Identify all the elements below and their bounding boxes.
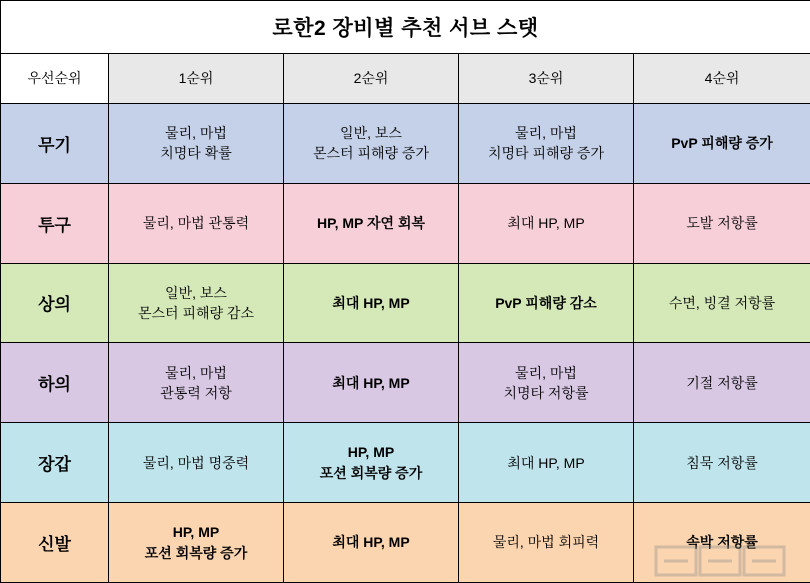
cell-line-1: HP, MP [172, 524, 220, 541]
cell-helmet-rank1 [109, 183, 284, 263]
cell-line-1: 물리, 마법 [515, 124, 577, 141]
cell-boots-rank1 [109, 503, 284, 583]
cell-top-rank2 [284, 263, 459, 343]
cell-line-1: 물리, 마법 [515, 364, 577, 381]
cell-bottom-rank2 [284, 343, 459, 423]
cell-line-1: HP, MP [347, 444, 395, 461]
cell-line-1: 물리, 마법 [165, 124, 227, 141]
header-rank-4: 4순위 [634, 53, 810, 103]
cell-weapon-rank3 [459, 103, 634, 183]
title-row [1, 1, 810, 54]
cell-boots-rank4 [634, 503, 810, 583]
cell-weapon-rank1 [109, 103, 284, 183]
cell-helmet-rank3 [459, 183, 634, 263]
cell-bottom-rank4 [634, 343, 810, 423]
cell-line-1: 최대 HP, MP [332, 294, 410, 311]
table-row [1, 263, 810, 343]
cell-line-2: 관통력 저항 [160, 384, 232, 401]
cell-line-2: 몬스터 피해량 감소 [138, 304, 254, 321]
row-label-top: 상의 [1, 263, 109, 343]
cell-gloves-rank2 [284, 423, 459, 503]
cell-line-1: 기절 저항률 [686, 374, 758, 391]
cell-top-rank3 [459, 263, 634, 343]
cell-line-1: 도발 저항률 [686, 214, 758, 231]
cell-line-2: 포션 회복량 증가 [319, 464, 423, 481]
row-label-gloves: 장갑 [1, 423, 109, 503]
header-rank-1: 1순위 [109, 53, 284, 103]
cell-top-rank4 [634, 263, 810, 343]
cell-line-1: 물리, 마법 회피력 [492, 534, 600, 551]
table-row [1, 103, 810, 183]
table-row [1, 183, 810, 263]
cell-line-2: 치명타 저항률 [503, 384, 589, 401]
table-row [1, 503, 810, 583]
row-label-helmet: 투구 [1, 183, 109, 263]
cell-line-1: 침묵 저항률 [686, 454, 758, 471]
cell-line-1: PvP 피해량 증가 [671, 135, 773, 152]
cell-line-1: 최대 HP, MP [507, 454, 585, 471]
cell-line-1: 물리, 마법 관통력 [142, 214, 250, 231]
cell-line-1: 최대 HP, MP [332, 374, 410, 391]
cell-boots-rank2 [284, 503, 459, 583]
cell-line-1: 일반, 보스 [340, 124, 402, 141]
cell-line-1: PvP 피해량 감소 [495, 294, 597, 311]
header-priority: 우선순위 [1, 53, 109, 103]
cell-line-2: 몬스터 피해량 증가 [313, 145, 429, 162]
header-rank-2: 2순위 [284, 53, 459, 103]
cell-line-2: 치명타 확률 [160, 145, 232, 162]
cell-line-1: 최대 HP, MP [507, 214, 585, 231]
header-row [1, 53, 810, 103]
page-title: 로한2 장비별 추천 서브 스탯 [1, 1, 810, 54]
cell-line-1: 일반, 보스 [165, 284, 227, 301]
cell-line-1: 물리, 마법 명중력 [142, 454, 250, 471]
cell-weapon-rank4 [634, 103, 810, 183]
cell-bottom-rank3 [459, 343, 634, 423]
table-row [1, 343, 810, 423]
row-label-weapon: 무기 [1, 103, 109, 183]
cell-boots-rank3 [459, 503, 634, 583]
row-label-bottom: 하의 [1, 343, 109, 423]
row-label-boots: 신발 [1, 503, 109, 583]
cell-bottom-rank1 [109, 343, 284, 423]
header-rank-3: 3순위 [459, 53, 634, 103]
cell-helmet-rank2 [284, 183, 459, 263]
cell-weapon-rank2 [284, 103, 459, 183]
cell-gloves-rank3 [459, 423, 634, 503]
cell-gloves-rank1 [109, 423, 284, 503]
cell-gloves-rank4 [634, 423, 810, 503]
cell-line-1: 물리, 마법 [165, 364, 227, 381]
cell-line-2: 치명타 피해량 증가 [488, 145, 604, 162]
table-row [1, 423, 810, 503]
cell-top-rank1 [109, 263, 284, 343]
cell-line-1: 최대 HP, MP [332, 534, 410, 551]
cell-line-1: 속박 저항률 [686, 534, 758, 551]
cell-line-1: HP, MP 자연 회복 [316, 214, 426, 231]
cell-line-2: 포션 회복량 증가 [144, 544, 248, 561]
cell-helmet-rank4 [634, 183, 810, 263]
cell-line-1: 수면, 빙결 저항률 [668, 294, 776, 311]
